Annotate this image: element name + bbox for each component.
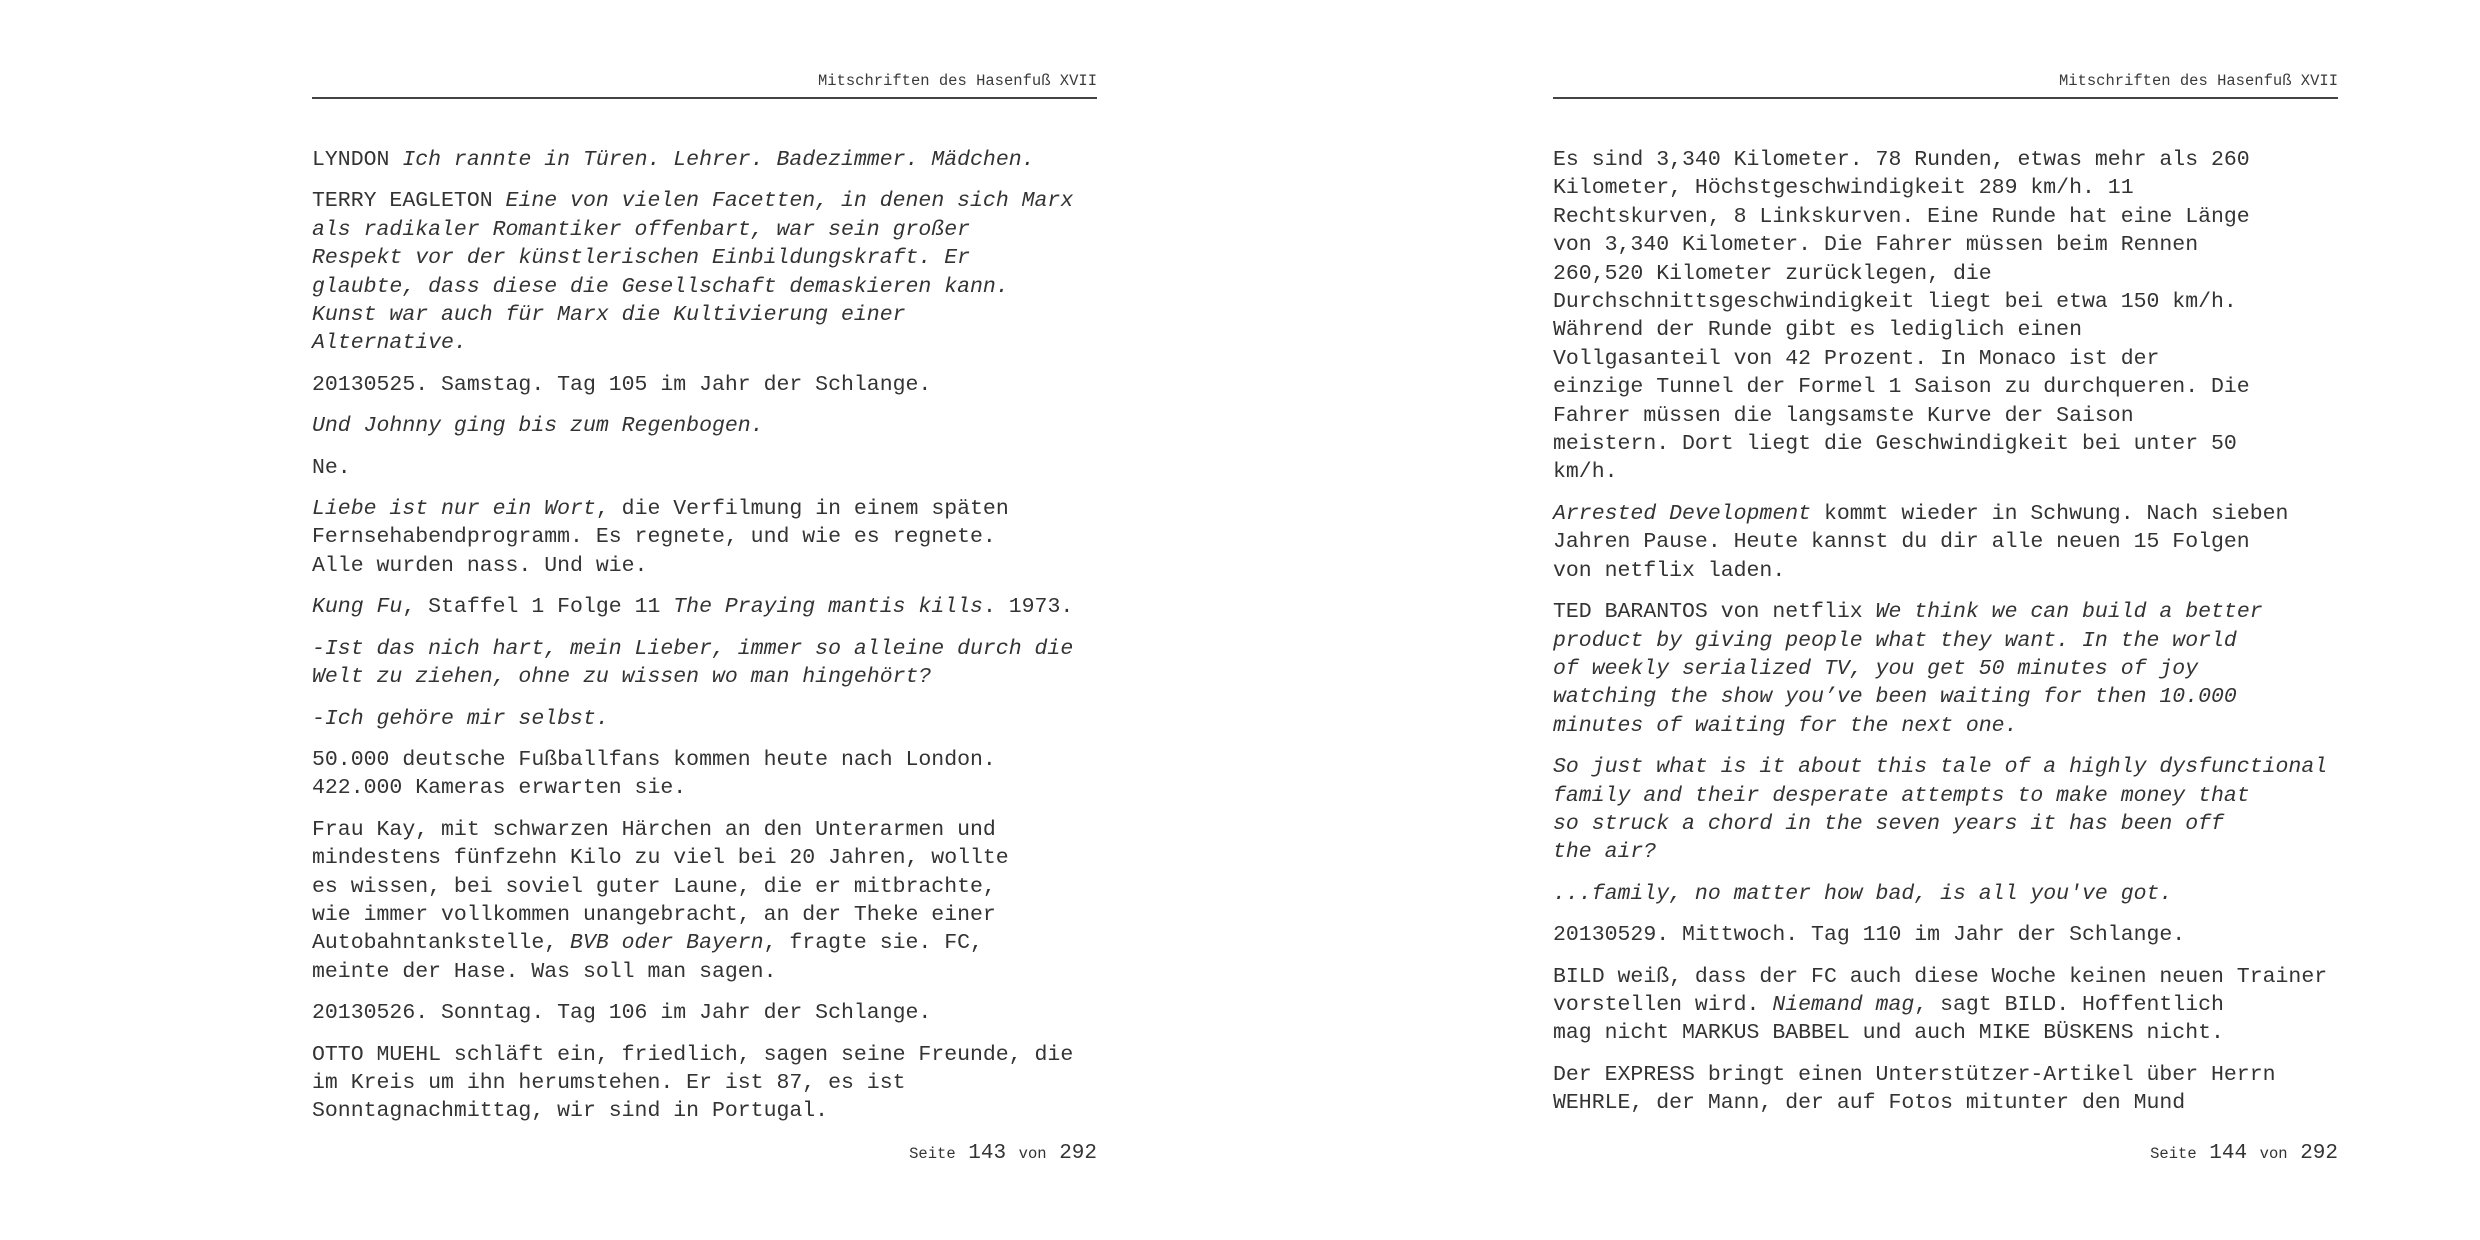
italic-text: glaubte, dass diese die Gesellschaft demaskieren kann.: [312, 274, 1009, 299]
text-line: [312, 958, 1097, 986]
text-line: [312, 273, 1097, 301]
italic-text: minutes of waiting for the next one.: [1553, 713, 2018, 738]
text-run: Jahren Pause. Heute kannst du dir alle neuen 15 Folgen: [1553, 530, 2250, 555]
text-run: 422.000 Kameras erwarten sie.: [312, 776, 687, 801]
text-run: im Kreis um ihn herumstehen. Er ist 87, es ist: [312, 1070, 906, 1095]
paragraph: [1553, 598, 2338, 740]
paragraph: [1553, 753, 2338, 867]
paragraph: [1553, 146, 2338, 487]
text-run: , die Verfilmung in einem späten: [595, 497, 1009, 522]
text-run: Durchschnittsgeschwindigkeit liegt bei etwa 150 km/h.: [1553, 290, 2237, 315]
text-run: Der EXPRESS bringt einen Unterstützer-Artikel über Herrn: [1553, 1062, 2276, 1087]
italic-text: Welt zu ziehen, ohne zu wissen wo man hingehört?: [312, 665, 932, 690]
text-line: [312, 1041, 1097, 1069]
text-line: [312, 454, 1097, 482]
text-run: , fragte sie. FC,: [763, 931, 983, 956]
text-run: 20130526. Sonntag. Tag 106 im Jahr der Schlange.: [312, 1001, 932, 1026]
text-run: Autobahntankstelle,: [312, 931, 571, 956]
italic-text: so struck a chord in the seven years it has been off: [1553, 811, 2224, 836]
italic-text: Kunst war auch für Marx die Kultivierung einer: [312, 303, 906, 328]
italic-text: Kung Fu: [312, 595, 403, 620]
italic-text: The Praying mantis kills: [673, 595, 983, 620]
paragraph: [312, 999, 1097, 1027]
paragraph: [312, 371, 1097, 399]
text-line: [312, 552, 1097, 580]
running-header: Mitschriften des Hasenfuß XVII: [2058, 72, 2338, 90]
italic-text: product by giving people what they want. In the world: [1553, 628, 2237, 653]
text-line: [1553, 146, 2338, 174]
italic-text: We think we can build a better: [1875, 600, 2263, 625]
text-run: 20130529. Mittwoch. Tag 110 im Jahr der Schlange.: [1553, 923, 2186, 948]
text-line: [1553, 316, 2338, 344]
text-run: Sonntagnachmittag, wir sind in Portugal.: [312, 1099, 829, 1124]
text-run: km/h.: [1553, 460, 1618, 485]
text-run: OTTO MUEHL schläft ein, friedlich, sagen seine Freunde, die: [312, 1042, 1074, 1067]
text-line: [1553, 655, 2338, 683]
text-line: [312, 244, 1097, 272]
text-line: [1553, 528, 2338, 556]
paragraph: [312, 495, 1097, 580]
text-run: LYNDON: [312, 148, 403, 172]
text-run: kommt wieder in Schwung. Nach sieben: [1811, 501, 2289, 526]
text-run: , sagt BILD. Hoffentlich: [1914, 992, 2224, 1017]
page-number: 143: [968, 1142, 1007, 1165]
paragraph: [312, 816, 1097, 986]
paragraph: [1553, 1061, 2338, 1118]
paragraph: [312, 635, 1097, 692]
text-line: [312, 663, 1097, 691]
text-run: Fahrer müssen die langsamste Kurve der Saison: [1553, 403, 2134, 428]
paragraph: [1553, 500, 2338, 585]
text-line: [1553, 174, 2338, 202]
text-line: [312, 635, 1097, 663]
text-line: [312, 523, 1097, 551]
footer-of: von: [1018, 1145, 1047, 1163]
text-run: , Staffel 1 Folge 11: [402, 595, 674, 620]
text-run: es wissen, bei soviel guter Laune, die er mitbrachte,: [312, 874, 996, 899]
text-line: [312, 301, 1097, 329]
text-line: [1553, 782, 2338, 810]
italic-text: So just what is it about this tale of a highly dysfunctional: [1553, 755, 2328, 780]
italic-text: -Ist das nich hart, mein Lieber, immer so alleine durch die: [312, 636, 1074, 661]
italic-text: ...family, no matter how bad, is all you've got.: [1553, 881, 2173, 906]
italic-text: BVB oder Bayern: [570, 931, 764, 956]
right-page: [1553, 0, 2338, 1240]
text-run: Alle wurden nass. Und wie.: [312, 553, 648, 578]
text-run: Kilometer, Höchstgeschwindigkeit 289 km/h. 11: [1553, 176, 2134, 201]
italic-text: als radikaler Romantiker offenbart, war sein großer: [312, 217, 971, 242]
text-run: TED BARANTOS von netflix: [1553, 600, 1876, 625]
italic-text: the air?: [1553, 840, 1657, 865]
text-line: [1553, 402, 2338, 430]
paragraph: [312, 593, 1097, 621]
text-line: [1553, 345, 2338, 373]
text-run: Vollgasanteil von 42 Prozent. In Monaco ist der: [1553, 346, 2160, 371]
left-page: [312, 0, 1097, 1240]
italic-text: Arrested Development: [1553, 501, 1812, 526]
text-run: meinte der Hase. Was soll man sagen.: [312, 959, 777, 984]
text-line: [312, 495, 1097, 523]
text-line: [1553, 430, 2338, 458]
paragraph: [312, 454, 1097, 482]
page-number: 144: [2209, 1142, 2248, 1165]
text-run: Fernsehabendprogramm. Es regnete, und wie es regnete.: [312, 525, 996, 550]
paragraph: [1553, 880, 2338, 908]
text-line: [312, 329, 1097, 357]
text-line: [1553, 557, 2338, 585]
text-line: [312, 816, 1097, 844]
text-run: 20130525. Samstag. Tag 105 im Jahr der Schlange.: [312, 372, 932, 397]
italic-text: Und Johnny ging bis zum Regenbogen.: [312, 414, 764, 439]
text-line: [312, 593, 1097, 621]
text-line: [1553, 260, 2338, 288]
text-run: . 1973.: [982, 595, 1074, 620]
text-line: [312, 371, 1097, 399]
page-total: 292: [1059, 1142, 1097, 1165]
text-line: [312, 1069, 1097, 1097]
footer-of: von: [2259, 1145, 2288, 1163]
text-run: 260,520 Kilometer zurücklegen, die: [1553, 261, 1992, 286]
paragraph: [312, 1041, 1097, 1126]
text-line: [1553, 712, 2338, 740]
italic-text: Alternative.: [312, 331, 467, 356]
text-line: [1553, 1061, 2338, 1089]
text-run: einzige Tunnel der Formel 1 Saison zu durchqueren. Die: [1553, 375, 2250, 400]
text-line: [1553, 991, 2338, 1019]
text-run: mag nicht MARKUS BABBEL und auch MIKE BÜSKENS nicht.: [1553, 1021, 2224, 1046]
text-line: [312, 1097, 1097, 1125]
paragraph: [312, 146, 1097, 174]
footer-prefix: Seite: [909, 1145, 956, 1163]
header-rule: [1553, 97, 2338, 99]
paragraph: [1553, 921, 2338, 949]
italic-text: Ich rannte in Türen. Lehrer. Badezimmer. Mädchen.: [402, 148, 1035, 172]
text-run: 50.000 deutsche Fußballfans kommen heute nach London.: [312, 747, 996, 772]
text-line: [1553, 598, 2338, 626]
text-line: [312, 901, 1097, 929]
text-line: [1553, 880, 2338, 908]
text-line: [1553, 963, 2338, 991]
text-line: [312, 844, 1097, 872]
page-body: [1553, 146, 2338, 1131]
text-run: TERRY EAGLETON: [312, 189, 506, 214]
paragraph: [312, 187, 1097, 357]
text-line: [1553, 627, 2338, 655]
text-line: [312, 999, 1097, 1027]
text-line: [312, 412, 1097, 440]
text-run: WEHRLE, der Mann, der auf Fotos mitunter den Mund: [1553, 1091, 2186, 1116]
text-run: vorstellen wird.: [1553, 992, 1773, 1017]
text-line: [1553, 458, 2338, 486]
text-line: [1553, 810, 2338, 838]
header-rule: [312, 97, 1097, 99]
text-run: Frau Kay, mit schwarzen Härchen an den Unterarmen und: [312, 817, 996, 842]
text-line: [1553, 1089, 2338, 1117]
italic-text: family and their desperate attempts to make money that: [1553, 783, 2250, 808]
paragraph: [312, 746, 1097, 803]
italic-text: Respekt vor der künstlerischen Einbildungskraft. Er: [312, 246, 971, 271]
text-run: wie immer vollkommen unangebracht, an der Theke einer: [312, 902, 996, 927]
paragraph: [312, 412, 1097, 440]
text-run: Rechtskurven, 8 Linkskurven. Eine Runde hat eine Länge: [1553, 204, 2250, 229]
text-run: mindestens fünfzehn Kilo zu viel bei 20 Jahren, wollte: [312, 846, 1009, 871]
text-line: [1553, 500, 2338, 528]
text-line: [1553, 921, 2338, 949]
text-run: Es sind 3,340 Kilometer. 78 Runden, etwas mehr als 260: [1553, 148, 2250, 172]
text-run: meistern. Dort liegt die Geschwindigkeit bei unter 50: [1553, 432, 2237, 457]
paragraph: [1553, 963, 2338, 1048]
text-line: [312, 705, 1097, 733]
text-run: von 3,340 Kilometer. Die Fahrer müssen beim Rennen: [1553, 233, 2199, 258]
italic-text: of weekly serialized TV, you get 50 minutes of joy: [1553, 656, 2199, 681]
text-line: [312, 774, 1097, 802]
text-line: [312, 187, 1097, 215]
text-line: [1553, 753, 2338, 781]
text-line: [312, 873, 1097, 901]
text-line: [1553, 838, 2338, 866]
text-run: von netflix laden.: [1553, 558, 1786, 583]
page-total: 292: [2300, 1142, 2338, 1165]
text-line: [312, 146, 1097, 174]
text-line: [312, 929, 1097, 957]
text-line: [312, 746, 1097, 774]
italic-text: Eine von vielen Facetten, in denen sich Marx: [505, 189, 1074, 214]
footer-prefix: Seite: [2150, 1145, 2197, 1163]
text-run: BILD weiß, dass der FC auch diese Woche keinen neuen Trainer: [1553, 964, 2328, 989]
paragraph: [312, 705, 1097, 733]
text-line: [1553, 373, 2338, 401]
italic-text: -Ich gehöre mir selbst.: [312, 706, 609, 731]
italic-text: watching the show you’ve been waiting for then 10.000: [1553, 685, 2237, 710]
text-line: [1553, 683, 2338, 711]
italic-text: Niemand mag: [1772, 992, 1915, 1017]
italic-text: Liebe ist nur ein Wort: [312, 497, 596, 522]
page-footer: [2150, 1142, 2338, 1165]
running-header: Mitschriften des Hasenfuß XVII: [817, 72, 1097, 90]
text-line: [312, 216, 1097, 244]
text-line: [1553, 231, 2338, 259]
page-footer: [909, 1142, 1097, 1165]
page-body: [312, 146, 1097, 1139]
text-run: Während der Runde gibt es lediglich einen: [1553, 318, 2082, 343]
text-run: Ne.: [312, 455, 351, 480]
text-line: [1553, 1019, 2338, 1047]
text-line: [1553, 288, 2338, 316]
text-line: [1553, 203, 2338, 231]
